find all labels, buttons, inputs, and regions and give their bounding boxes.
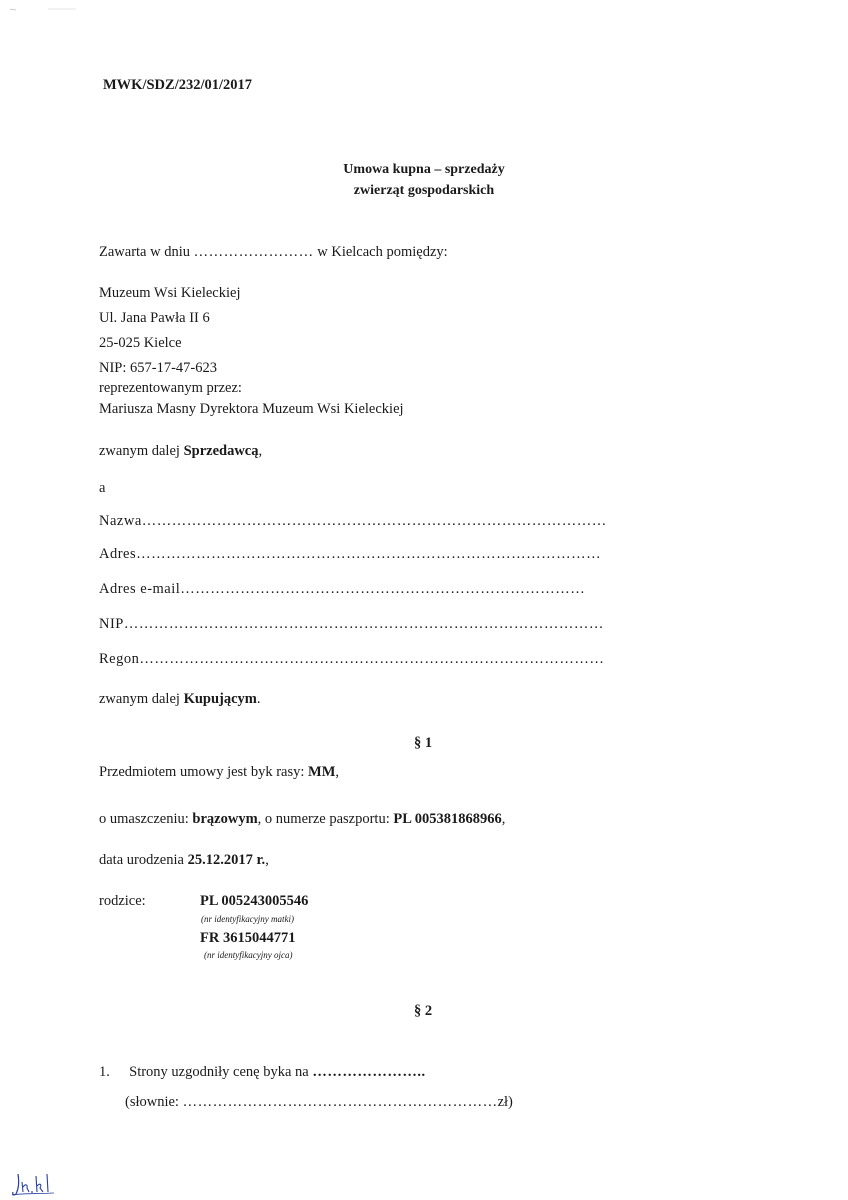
birth-suffix: , [265, 852, 269, 868]
buyer-role: Kupującym [183, 691, 257, 707]
intro-date-dots: …………………… [193, 244, 314, 260]
birth-date-line [99, 852, 269, 869]
words-prefix: (słownie: [125, 1094, 179, 1110]
father-caption: (nr identyfikacyjny ojca) [204, 950, 293, 960]
intro-line [99, 244, 448, 261]
birth-prefix: data urodzenia [99, 852, 184, 868]
section1-heading: § 1 [413, 735, 433, 751]
subject-prefix: Przedmiotem umowy jest byk rasy: [99, 764, 305, 780]
price-in-words-line [125, 1094, 513, 1111]
color-value: brązowym [192, 811, 258, 827]
mother-caption: (nr identyfikacyjny matki) [201, 914, 294, 924]
document-title-line2: zwierząt gospodarskich [353, 183, 495, 198]
passport-number: PL 005381868966 [393, 811, 502, 827]
seller-represented-by: reprezentowanym przez: [99, 380, 242, 396]
words-suffix: zł) [497, 1094, 513, 1110]
seller-called-prefix: zwanym dalej [99, 443, 180, 459]
seller-name: Muzeum Wsi Kieleckiej [99, 285, 241, 301]
subject-suffix: , [335, 764, 340, 780]
color-prefix: o umaszczeniu: [99, 811, 189, 827]
seller-representative: Mariusza Masny Dyrektora Muzeum Wsi Kieleckiej [99, 401, 404, 417]
words-dots: ……………………………………………………… [182, 1094, 498, 1110]
conjunction: a [99, 480, 106, 496]
passport-suffix: , [501, 811, 506, 827]
price-line [99, 1064, 426, 1081]
buyer-nip-field: NIP…………………………………………………………………………………… [99, 616, 604, 632]
color-passport-line [99, 811, 505, 828]
mother-id: PL 005243005546 [200, 893, 309, 909]
subject-line [99, 764, 339, 781]
price-dots: ………………….. [312, 1064, 426, 1080]
seller-street: Ul. Jana Pawła II 6 [99, 310, 210, 326]
section2-heading: § 2 [413, 1003, 433, 1019]
parents-label: rodzice: [99, 893, 146, 909]
handwritten-initials [10, 1170, 60, 1198]
birth-date: 25.12.2017 r. [187, 852, 266, 868]
seller-called-suffix: , [258, 443, 263, 459]
buyer-called-line [99, 691, 261, 708]
buyer-address-field: Adres………………………………………………………………………………… [99, 546, 602, 562]
intro-suffix: w Kielcach pomiędzy: [317, 244, 448, 260]
buyer-called-prefix: zwanym dalej [99, 691, 180, 707]
buyer-email-field: Adres e-mail……………………………………………………………………… [99, 581, 586, 597]
intro-prefix: Zawarta w dniu [99, 244, 190, 260]
buyer-regon-field: Regon………………………………………………………………………………… [99, 651, 605, 667]
father-id: FR 3615044771 [200, 930, 296, 946]
seller-role: Sprzedawcą [183, 443, 259, 459]
scan-artifact [8, 6, 78, 12]
breed-value: MM [308, 764, 336, 780]
passport-prefix: , o numerze paszportu: [257, 811, 390, 827]
seller-city: 25-025 Kielce [99, 335, 182, 351]
item-number: 1. [99, 1064, 110, 1080]
price-text: Strony uzgodniły cenę byka na [129, 1064, 309, 1080]
document-title-line1: Umowa kupna – sprzedaży [343, 162, 505, 177]
seller-called-line [99, 443, 262, 460]
seller-nip: NIP: 657-17-47-623 [99, 360, 218, 376]
document-reference-number: MWK/SDZ/232/01/2017 [103, 77, 253, 93]
buyer-name-field: Nazwa………………………………………………………………………………… [99, 513, 607, 529]
buyer-called-suffix: . [256, 691, 261, 707]
